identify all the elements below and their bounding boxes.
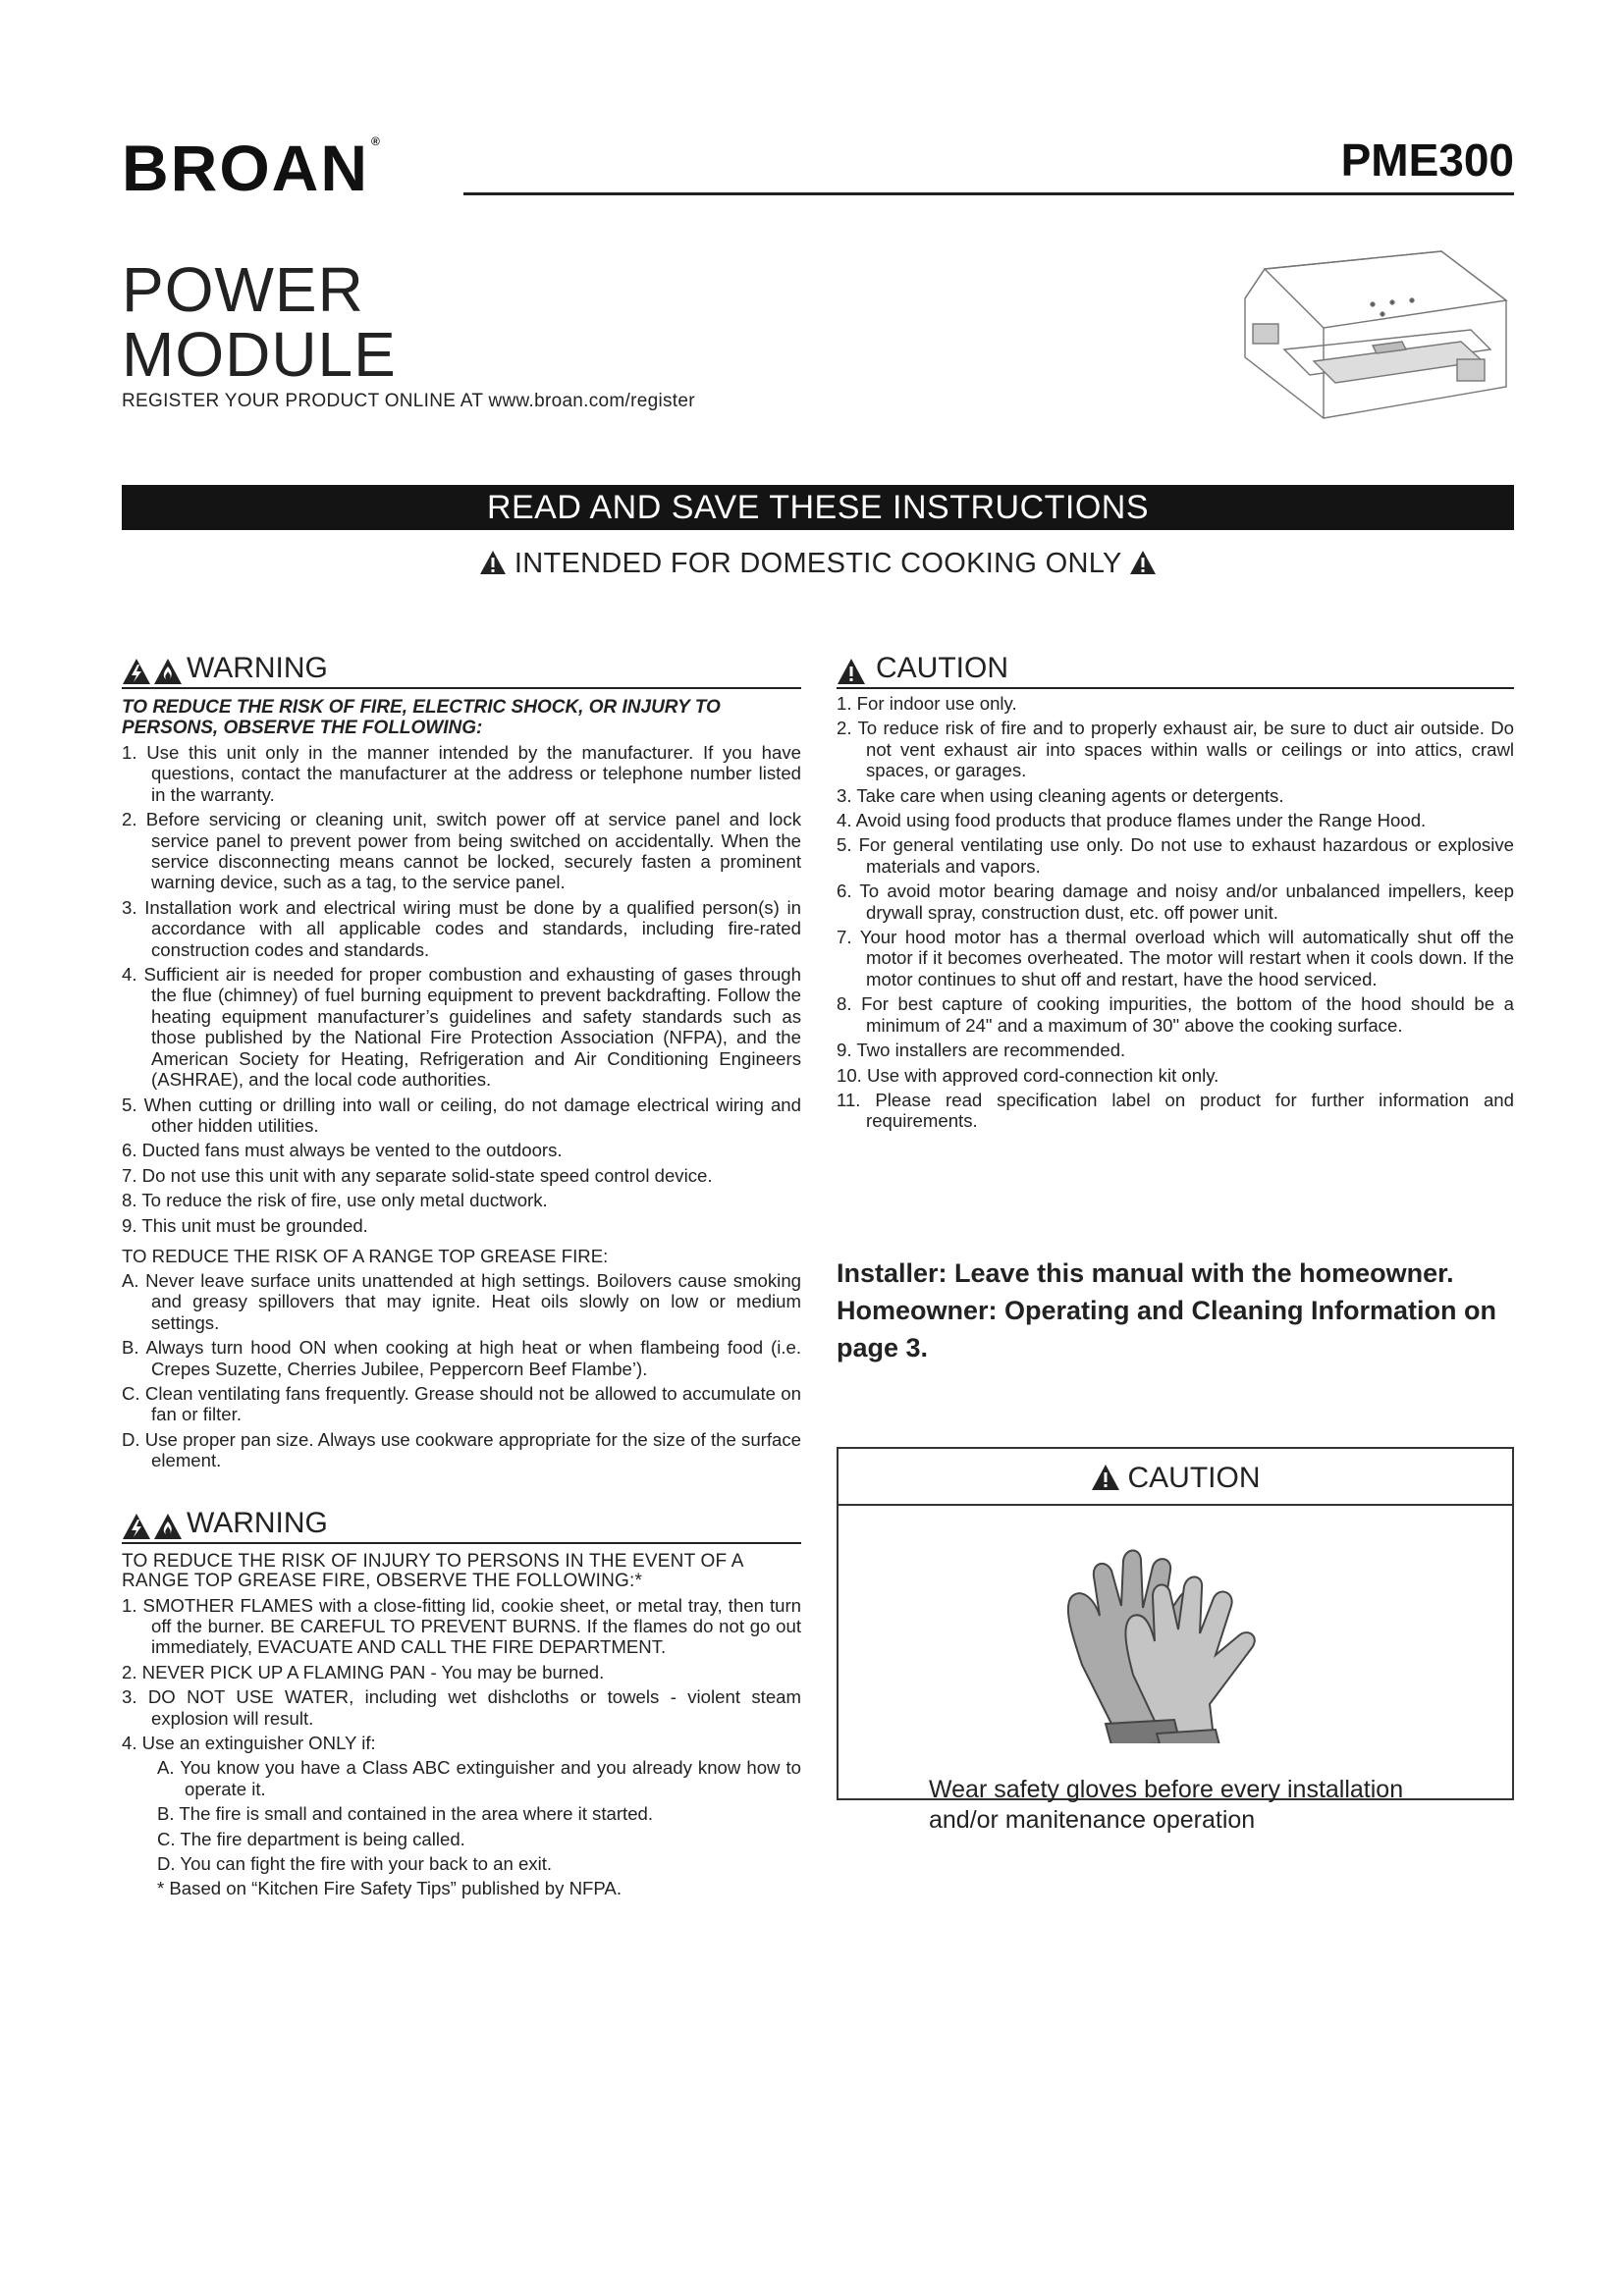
list-item: 5. For general ventilating use only. Do not use to exhaust hazardous or explosive materials and vapors. <box>837 834 1514 877</box>
installer-note <box>837 1255 1514 1366</box>
list-item: 10. Use with approved cord-connection kit only. <box>837 1064 1219 1086</box>
warning2-lead: TO REDUCE THE RISK OF INJURY TO PERSONS IN THE EVENT OF A RANGE TOP GREASE FIRE, OBSERVE THE FOLLOWING:* <box>122 1550 743 1591</box>
register-note: REGISTER YOUR PRODUCT ONLINE AT www.broan.com/register <box>122 391 695 411</box>
electric-hazard-icon <box>122 658 151 685</box>
power-module-illustration <box>1225 240 1510 463</box>
warning2-list <box>122 1595 801 1754</box>
fire-hazard-icon <box>153 658 183 685</box>
homeowner-line: Homeowner: Operating and Cleaning Information on page 3. <box>837 1296 1497 1362</box>
list-item: 8. For best capture of cooking impurities, the bottom of the hood should be a minimum of 24" and a maximum of 30" above the cooking surface. <box>837 993 1514 1036</box>
page-title <box>122 254 397 390</box>
list-item: C. The fire department is being called. <box>157 1828 465 1849</box>
gloves-caution-box <box>837 1447 1514 1800</box>
list-item: 7. Do not use this unit with any separate solid-state speed control device. <box>122 1164 713 1186</box>
fire-hazard-icon <box>153 1513 183 1540</box>
list-item: 7. Your hood motor has a thermal overload which will automatically shut off the motor if it becomes overheated. The motor will restart when it cools down. If the motor continues to shut off and restart, have the hood serviced. <box>837 927 1514 989</box>
warning-heading-2 <box>122 1505 801 1544</box>
right-column <box>837 650 1514 1136</box>
list-item: 8. To reduce the risk of fire, use only metal ductwork. <box>122 1190 548 1211</box>
warning-lead: TO REDUCE THE RISK OF FIRE, ELECTRIC SHOCK, OR INJURY TO PERSONS, OBSERVE THE FOLLOWING: <box>122 697 721 738</box>
safety-gloves-icon <box>1043 1527 1298 1743</box>
domestic-use-notice <box>122 548 1514 580</box>
caution-triangle-icon <box>837 658 866 685</box>
list-item: 3. Installation work and electrical wiring must be done by a qualified person(s) in accordance with all applicable codes and standards, including fire-rated construction codes and standards. <box>122 896 801 960</box>
grease-fire-list <box>122 1270 801 1471</box>
list-item: 2. NEVER PICK UP A FLAMING PAN - You may be burned. <box>122 1661 605 1682</box>
warning-list <box>122 742 801 1236</box>
list-item: D. You can fight the fire with your back to an exit. <box>157 1853 553 1875</box>
list-item: 2. To reduce risk of fire and to properly exhaust air, be sure to duct air outside. Do not vent exhaust air into spaces within walls or ceilings or into attics, crawl spaces, or garages. <box>837 718 1514 781</box>
domestic-text: INTENDED FOR DOMESTIC COOKING ONLY <box>514 548 1122 579</box>
extinguisher-conditions <box>122 1757 801 1898</box>
list-item: 6. Ducted fans must always be vented to the outdoors. <box>122 1140 563 1161</box>
read-save-banner: READ AND SAVE THESE INSTRUCTIONS <box>122 485 1514 530</box>
list-item: B. Always turn hood ON when cooking at high heat or when flambeing food (i.e. Crepes Suzette, Cherries Jubilee, Peppercorn Beef Flambe’). <box>122 1337 801 1379</box>
list-item: 9. This unit must be grounded. <box>122 1214 368 1236</box>
brand-logo: BROAN ® <box>122 132 382 204</box>
caution-title: CAUTION <box>876 652 1008 684</box>
model-number: PME300 <box>1340 134 1514 186</box>
warning-triangle-icon <box>1129 550 1157 575</box>
list-item: 3. DO NOT USE WATER, including wet dishcloths or towels - violent steam explosion will result. <box>122 1686 801 1729</box>
list-item: 6. To avoid motor bearing damage and noisy and/or unbalanced impellers, keep drywall spray, construction dust, etc. off power unit. <box>837 881 1514 923</box>
list-item: C. Clean ventilating fans frequently. Grease should not be allowed to accumulate on fan or filter. <box>122 1382 801 1425</box>
list-item: 1. For indoor use only. <box>837 693 1017 714</box>
caution-box-header <box>839 1449 1512 1506</box>
header-rule <box>463 192 1514 195</box>
list-item: D. Use proper pan size. Always use cookware appropriate for the size of the surface element. <box>122 1428 801 1471</box>
list-item: 4. Avoid using food products that produce flames under the Range Hood. <box>837 810 1427 831</box>
list-item: 11. Please read specification label on product for further information and requirements. <box>837 1089 1514 1132</box>
list-item: 4. Use an extinguisher ONLY if: <box>122 1733 376 1754</box>
warning-triangle-icon <box>479 550 507 575</box>
list-item: 9. Two installers are recommended. <box>837 1040 1126 1061</box>
list-item: A. Never leave surface units unattended at high settings. Boilovers cause smoking and greasy spillovers that may ignite. Heat oils slowly on low or medium settings. <box>122 1269 801 1333</box>
caution-box-title: CAUTION <box>1127 1462 1261 1494</box>
gloves-caution-message: Wear safety gloves before every installation and/or manitenance operation <box>929 1776 1404 1834</box>
list-item: 5. When cutting or drilling into wall or ceiling, do not damage electrical wiring and other hidden utilities. <box>122 1094 801 1136</box>
list-item: 4. Sufficient air is needed for proper combustion and exhausting of gases through the flue (chimney) of fuel burning equipment to prevent backdrafting. Follow the heating equipment manufacturer’s guidelines and safety standards such as those published by the National Fire Protection Association (NFPA), and the American Society for Heating, Refrigeration and Air Conditioning Engineers (ASHRAE), and the local code authorities. <box>122 964 801 1091</box>
electric-hazard-icon <box>122 1513 151 1540</box>
title-line-1: POWER <box>122 254 364 325</box>
grease-fire-heading: TO REDUCE THE RISK OF A RANGE TOP GREASE FIRE: <box>122 1245 609 1266</box>
left-column <box>122 650 801 1903</box>
installer-line: Installer: Leave this manual with the homeowner. <box>837 1258 1454 1288</box>
list-item: 3. Take care when using cleaning agents or detergents. <box>837 784 1284 806</box>
warning-title: WARNING <box>187 652 328 684</box>
title-line-2: MODULE <box>122 319 397 390</box>
caution-list <box>837 693 1514 1132</box>
caution-triangle-icon <box>1091 1464 1120 1491</box>
list-item: B. The fire is small and contained in the area where it started. <box>157 1803 654 1825</box>
list-item: 1. SMOTHER FLAMES with a close-fitting lid, cookie sheet, or metal tray, then turn off the burner. BE CAREFUL TO PREVENT BURNS. If the flames do not go out immediately, EVACUATE AND CALL THE FIRE DEPARTMENT. <box>122 1594 801 1658</box>
list-item: A. You know you have a Class ABC extinguisher and you already know how to operate it. <box>157 1757 801 1799</box>
warning-title-2: WARNING <box>187 1506 328 1539</box>
caution-heading <box>837 650 1514 689</box>
warning-heading <box>122 650 801 689</box>
footnote: * Based on “Kitchen Fire Safety Tips” published by NFPA. <box>157 1878 622 1899</box>
list-item: 1. Use this unit only in the manner intended by the manufacturer. If you have questions, contact the manufacturer at the address or telephone number listed in the warranty. <box>122 742 801 805</box>
list-item: 2. Before servicing or cleaning unit, switch power off at service panel and lock service panel to prevent power from being switched on accidentally. When the service disconnecting means cannot be locked, securely fasten a prominent warning device, such as a tag, to the service panel. <box>122 809 801 893</box>
